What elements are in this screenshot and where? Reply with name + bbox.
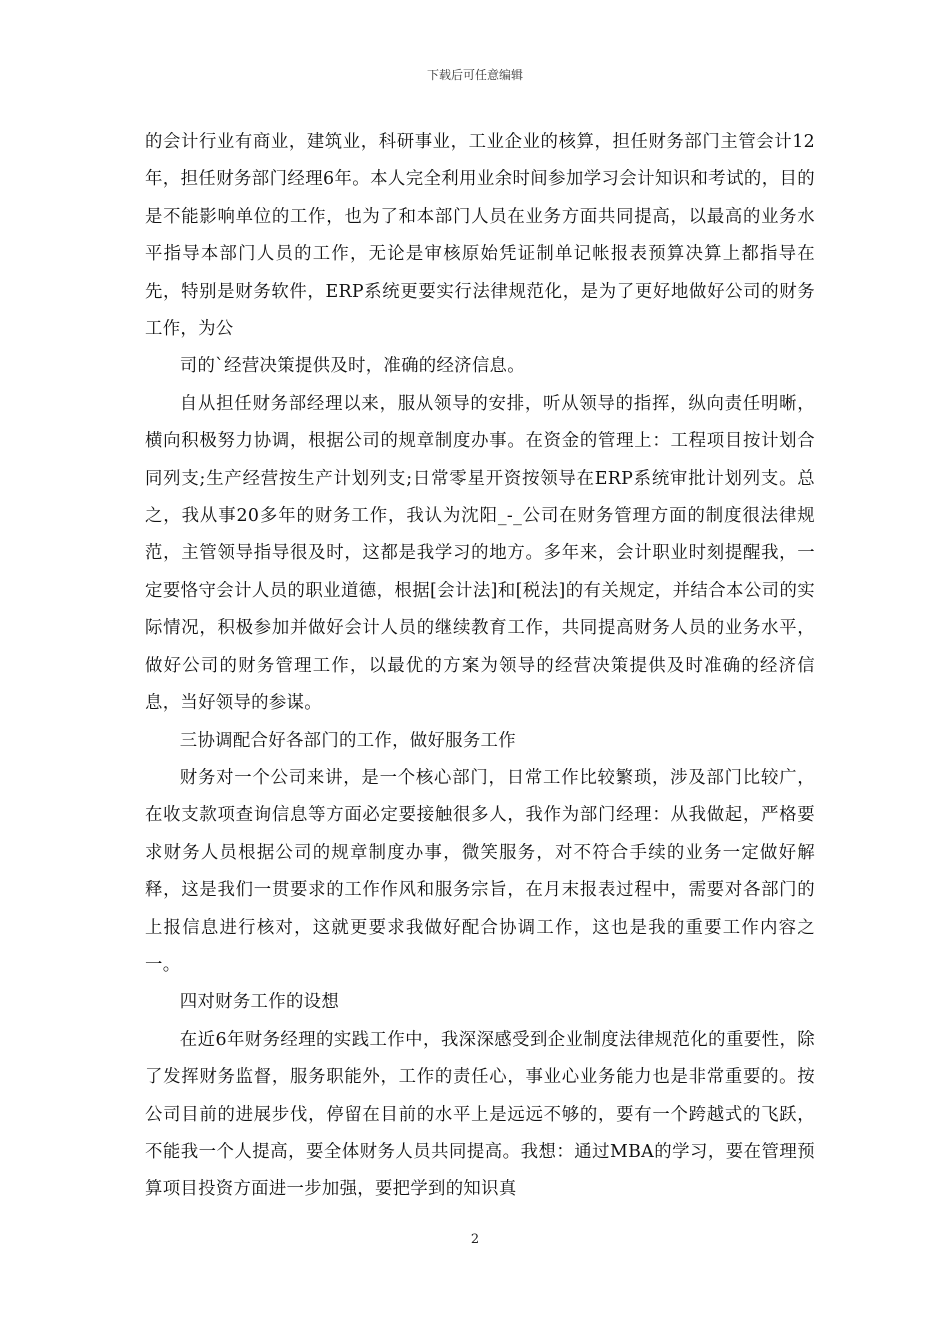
document-body [145,124,815,1209]
paragraph: 自从担任财务部经理以来，服从领导的安排，听从领导的指挥，纵向责任明晰，横向积极努力协调，根据公司的规章制度办事。在资金的管理上：工程项目按计划合同列支;生产经营按生产计划列支;日常零星开资按领导在ERP系统审批计划列支。总之，我从事20多年的财务工作，我认为沈阳_-_公司在财务管理方面的制度很法律规范，主管领导指导很及时，这都是我学习的地方。多年来，会计职业时刻提醒我，一定要恪守会计人员的职业道德，根据[会计法]和[税法]的有关规定，并结合本公司的实际情况，积极参加并做好会计人员的继续教育工作，共同提高财务人员的业务水平，做好公司的财务管理工作，以最优的方案为领导的经营决策提供及时准确的经济信息，当好领导的参谋。 [145,393,815,714]
page-number: 2 [470,1232,480,1247]
paragraph: 司的`经营决策提供及时，准确的经济信息。 [179,356,525,377]
page-header: 下载后可任意编辑 [426,68,523,82]
section-heading: 三协调配合好各部门的工作，做好服务工作 [179,730,516,751]
paragraph: 的会计行业有商业，建筑业，科研事业，工业企业的核算，担任财务部门主管会计12年，担任财务部门经理6年。本人完全利用业余时间参加学习会计知识和考试的，目的是不能影响单位的工作，也为了和本部门人员在业务方面共同提高，以最高的业务水平指导本部门人员的工作，无论是审核原始凭证制单记帐报表预算决算上都指导在先，特别是财务软件，ERP系统更要实行法律规范化，是为了更好地做好公司的财务工作，为公 [145,132,815,340]
paragraph: 在近6年财务经理的实践工作中，我深深感受到企业制度法律规范化的重要性，除了发挥财务监督，服务职能外，工作的责任心，事业心业务能力也是非常重要的。按公司目前的进展步伐，停留在目前的水平上是远远不够的，要有一个跨越式的飞跃，不能我一个人提高，要全体财务人员共同提高。我想：通过MBA的学习，要在管理预算项目投资方面进一步加强，要把学到的知识真 [145,1029,815,1200]
section-heading: 四对财务工作的设想 [179,992,340,1013]
paragraph: 财务对一个公司来讲，是一个核心部门，日常工作比较繁琐，涉及部门比较广，在收支款项查询信息等方面必定要接触很多人，我作为部门经理：从我做起，严格要求财务人员根据公司的规章制度办事，微笑服务，对不符合手续的业务一定做好解释，这是我们一贯要求的工作作风和服务宗旨，在月末报表过程中，需要对各部门的上报信息进行核对，这就更要求我做好配合协调工作，这也是我的重要工作内容之一。 [145,767,815,975]
